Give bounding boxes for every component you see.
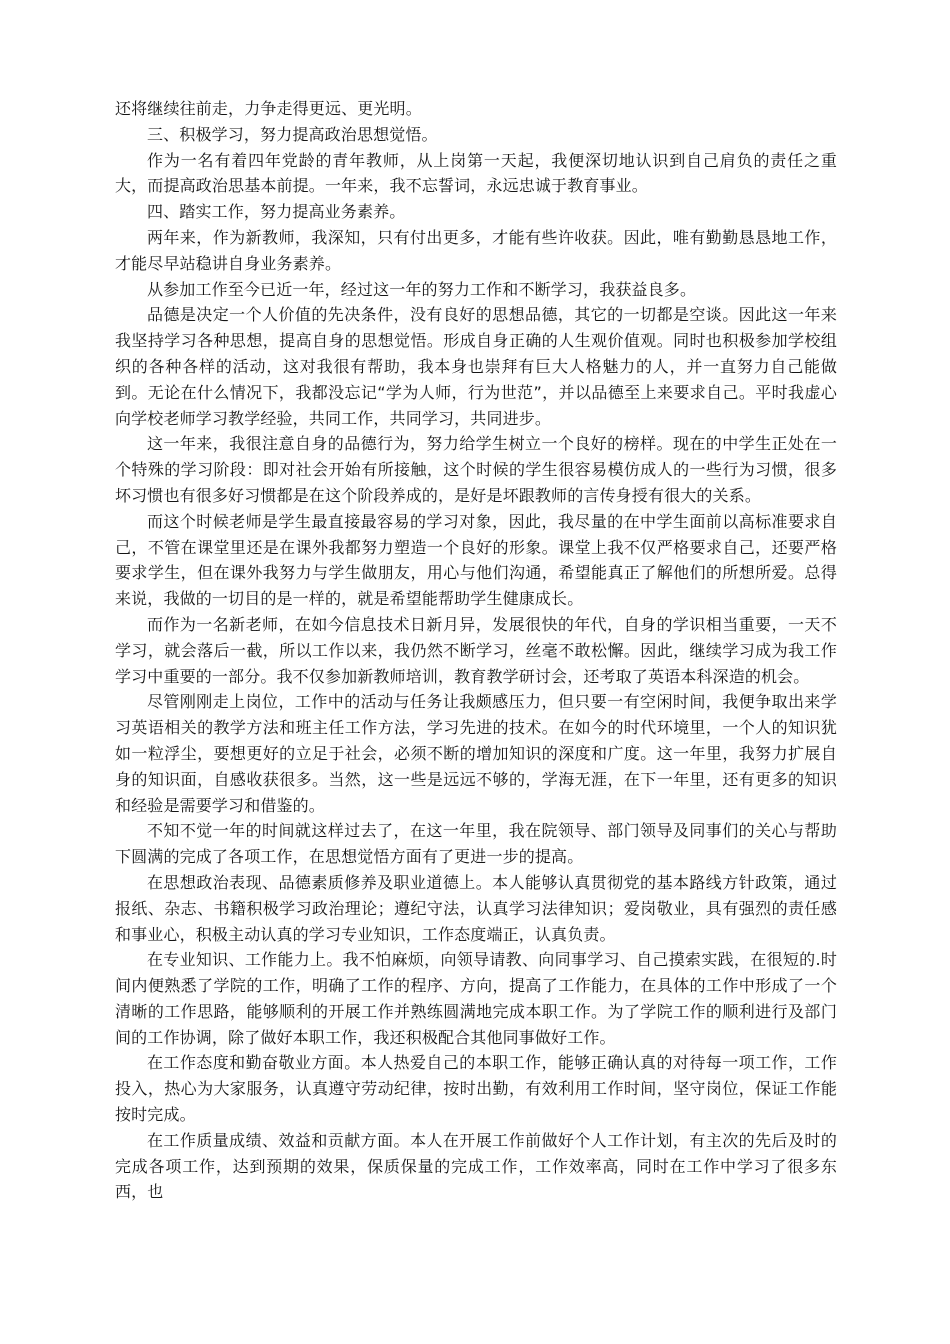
paragraph: 尽管刚刚走上岗位，工作中的活动与任务让我颇感压力，但只要一有空闲时间，我便争取出来学习英语相关的教学方法和班主任工作方法，学习先进的技术。在如今的时代环境里，一个人的知识犹如一粒浮尘，要想更好的立足于社会，必须不断的增加知识的深度和广度。这一年里，我努力扩展自身的知识面，自感收获很多。当然，这一些是远远不够的，学海无涯，在下一年里，还有更多的知识和经验是需要学习和借鉴的。 [115, 692, 837, 815]
section-heading-4: 四、踏实工作，努力提高业务素养。 [147, 202, 406, 222]
paragraph: 在专业知识、工作能力上。我不怕麻烦，向领导请教、向同事学习、自己摸索实践，在很短的.时间内便熟悉了学院的工作，明确了工作的程序、方向，提高了工作能力，在具体的工作中形成了一个清晰的工作思路，能够顺利的开展工作并熟练圆满地完成本职工作。为了学院工作的顺利进行及部门间的工作协调，除了做好本职工作，我还积极配合其他同事做好工作。 [115, 950, 837, 1047]
paragraph: 在思想政治表现、品德素质修养及职业道德上。本人能够认真贯彻党的基本路线方针政策，通过报纸、杂志、书籍积极学习政治理论；遵纪守法，认真学习法律知识；爱岗敬业，具有强烈的责任感和事业心，积极主动认真的学习专业知识，工作态度端正，认真负责。 [115, 872, 837, 944]
paragraph: 不知不觉一年的时间就这样过去了，在这一年里，我在院领导、部门领导及同事们的关心与帮助下圆满的完成了各项工作，在思想觉悟方面有了更进一步的提高。 [115, 821, 837, 867]
paragraph: 作为一名有着四年党龄的青年教师，从上岗第一天起，我便深切地认识到自己肩负的责任之重大，而提高政治思基本前提。一年来，我不忘誓词，永远忠诚于教育事业。 [115, 150, 837, 196]
paragraph: 而这个时候老师是学生最直接最容易的学习对象，因此，我尽量的在中学生面前以高标准要求自己，不管在课堂里还是在课外我都努力塑造一个良好的形象。课堂上我不仅严格要求自己，还要严格要求学生，但在课外我努力与学生做朋友，用心与他们沟通，希望能真正了解他们的所想所爱。总得来说，我做的一切目的是一样的，就是希望能帮助学生健康成长。 [115, 511, 837, 609]
paragraph: 在工作质量成绩、效益和贡献方面。本人在开展工作前做好个人工作计划，有主次的先后及时的完成各项工作，达到预期的效果，保质保量的完成工作，工作效率高，同时在工作中学习了很多东西，也 [115, 1130, 837, 1202]
paragraph: 两年来，作为新教师，我深知，只有付出更多，才能有些许收获。因此，唯有勤勤恳恳地工作，才能尽早站稳讲自身业务素养。 [115, 227, 837, 273]
paragraph-continuation: 还将继续往前走，力争走得更远、更光明。 [115, 99, 422, 118]
paragraph: 而作为一名新老师，在如今信息技术日新月异，发展很快的年代，自身的学识相当重要，一天不学习，就会落后一截，所以工作以来，我仍然不断学习，丝毫不敢松懈。因此，继续学习成为我工作学习中重要的一部分。我不仅参加新教师培训，教育教学研讨会，还考取了英语本科深造的机会。 [115, 614, 837, 686]
paragraph: 品德是决定一个人价值的先决条件，没有良好的思想品德，其它的一切都是空谈。因此这一年来我坚持学习各种思想，提高自身的思想觉悟。形成自身正确的人生观价值观。同时也积极参加学校组织的各种各样的活动，这对我很有帮助，我本身也崇拜有巨大人格魅力的人，并一直努力自己能做到。无论在什么情况下，我都没忘记“学为人师，行为世范”，并以品德至上来要求自己。平时我虚心向学校老师学习教学经验，共同工作，共同学习，共同进步。 [115, 305, 837, 428]
document-body [115, 96, 837, 1205]
paragraph: 从参加工作至今已近一年，经过这一年的努力工作和不断学习，我获益良多。 [147, 279, 697, 299]
paragraph: 这一年来，我很注意自身的品德行为，努力给学生树立一个良好的榜样。现在的中学生正处在一个特殊的学习阶段：即对社会开始有所接触，这个时候的学生很容易模仿成人的一些行为习惯，很多坏习惯也有很多好习惯都是在这个阶段养成的，是好是坏跟教师的言传身授有很大的关系。 [115, 434, 837, 505]
section-heading-3: 三、积极学习，努力提高政治思想觉悟。 [147, 124, 438, 144]
paragraph: 在工作态度和勤奋敬业方面。本人热爱自己的本职工作，能够正确认真的对待每一项工作，工作投入，热心为大家服务，认真遵守劳动纪律，按时出勤，有效利用工作时间，坚守岗位，保证工作能按时完成。 [115, 1053, 837, 1125]
